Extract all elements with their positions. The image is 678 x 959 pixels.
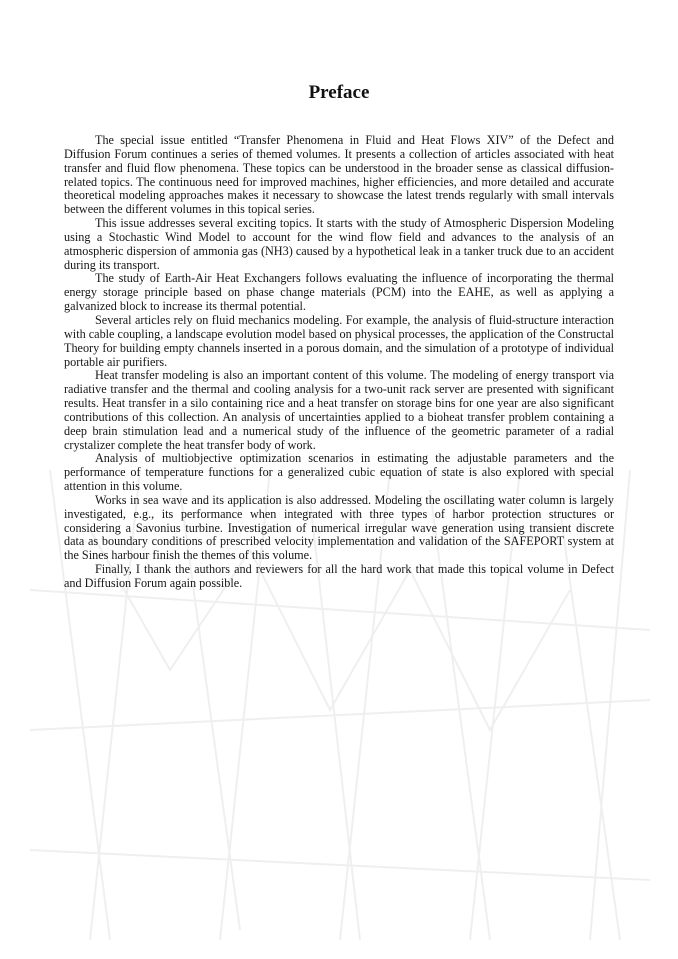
- preface-body: [64, 134, 614, 591]
- page-title: Preface: [308, 82, 370, 103]
- paragraph-8: Finally, I thank the authors and reviewers for all the hard work that made this topical volume in Defect and Diffusion Forum again possible.: [64, 562, 614, 590]
- paragraph-7: Works in sea wave and its application is also addressed. Modeling the oscillating water column is largely investigated, e.g., its performance when integrated with three types of harbor protection structures or considering a Savonius turbine. Investigation of numerical irregular wave generation using transient discrete data as boundary conditions of prescribed velocity implementation and validation of the SAFEPORT system at the Sines harbour finish the themes of this volume.: [64, 492, 614, 563]
- paragraph-4: Several articles rely on fluid mechanics modeling. For example, the analysis of fluid-structure interaction with cable coupling, a landscape evolution model based on physical processes, the application of the Constructal Theory for building empty channels inserted in a porous domain, and the simulation of a prototype of individual portable air purifiers.: [64, 312, 614, 369]
- paragraph-6: Analysis of multiobjective optimization scenarios in estimating the adjustable parameters and the performance of temperature functions for a generalized cubic equation of state is also explored with special attention in this volume.: [64, 451, 614, 494]
- paragraph-3: The study of Earth-Air Heat Exchangers follows evaluating the influence of incorporating the thermal energy storage principle based on phase change materials (PCM) into the EAHE, as well as applying a galvanized block to increase its thermal potential.: [64, 271, 614, 314]
- paragraph-5: Heat transfer modeling is also an important content of this volume. The modeling of energy transport via radiative transfer and the thermal and cooling analysis for a two-unit rack server are presented with significant results. Heat transfer in a silo containing rice and a heat transfer on storage bins for one year are also significant contributions of this collection. An analysis of uncertainties applied to a bioheat transfer problem containing a deep brain stimulation lead and a numerical study of the influence of the geometric parameter of a radial crystalizer complete the heat transfer body of work.: [64, 368, 614, 452]
- paragraph-2: This issue addresses several exciting topics. It starts with the study of Atmospheric Dispersion Modeling using a Stochastic Wind Model to account for the wind flow field and advances to the analysis of an atmospheric dispersion of ammonia gas (NH3) caused by a hypothetical leak in a tanker truck due to an accident during its transport.: [64, 216, 614, 272]
- paragraph-1: The special issue entitled “Transfer Phenomena in Fluid and Heat Flows XIV” of the Defect and Diffusion Forum continues a series of themed volumes. It presents a collection of articles associated with heat transfer and fluid flow phenomena. These topics can be understood in the broader sense as classical diffusion-related topics. The continuous need for improved machines, higher efficiencies, and more detailed and accurate theoretical modeling approaches makes it necessary to showcase the latest trends regularly with small intervals between the different volumes in this topical series.: [64, 133, 614, 217]
